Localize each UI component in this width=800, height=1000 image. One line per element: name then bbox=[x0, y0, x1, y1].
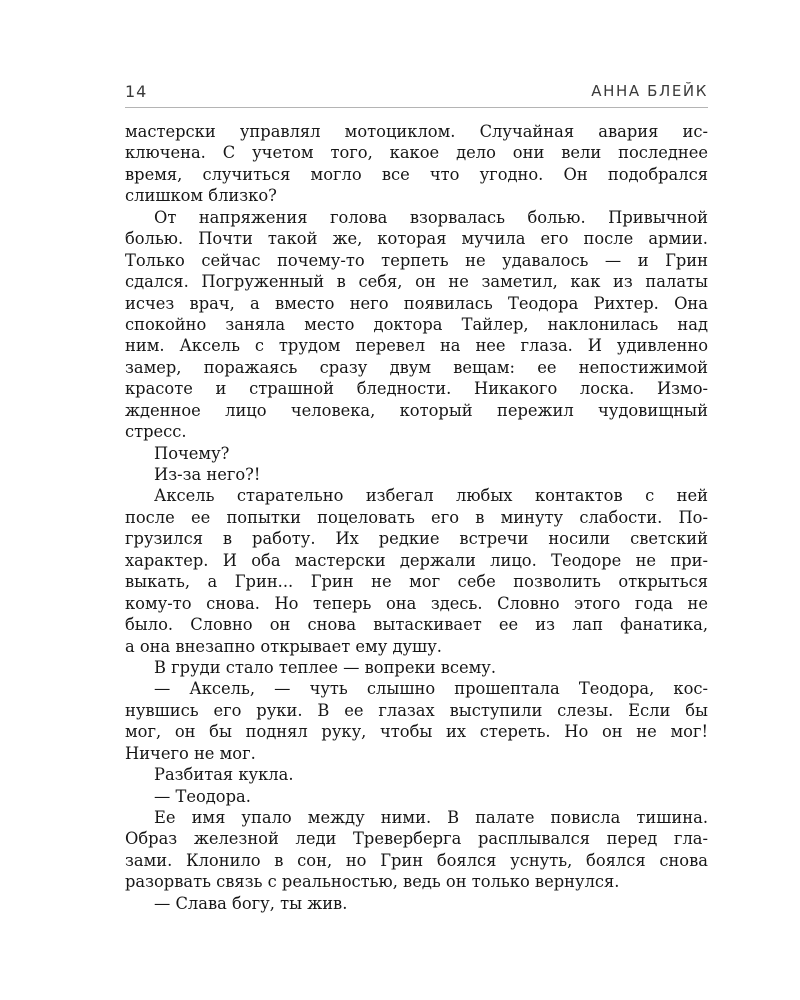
body-text bbox=[125, 121, 708, 914]
text-line: болью. Почти такой же, которая мучила его после армии. bbox=[125, 229, 708, 249]
text-line: Почему? bbox=[154, 443, 230, 463]
text-line: В груди стало теплее — вопреки всему. bbox=[154, 657, 497, 677]
text-line: Аксель старательно избегал любых контактов с ней bbox=[154, 486, 708, 506]
running-head-author: АННА БЛЕЙК bbox=[591, 82, 708, 100]
text-line: — Теодора. bbox=[154, 786, 251, 806]
text-line: жденное лицо человека, который пережил чудовищный bbox=[125, 400, 708, 420]
text-line: спокойно заняла место доктора Тайлер, наклонилась над bbox=[125, 314, 708, 334]
text-line: зами. Клонило в сон, но Грин боялся уснуть, боялся снова bbox=[125, 850, 708, 870]
page-header bbox=[125, 82, 708, 104]
text-line: Разбитая кукла. bbox=[154, 765, 294, 785]
text-line: Образ железной леди Треверберга расплывался перед гла- bbox=[125, 829, 708, 849]
text-line: исчез врач, а вместо него появилась Теодора Рихтер. Она bbox=[125, 293, 708, 313]
text-line: Только сейчас почему-то терпеть не удавалось — и Грин bbox=[125, 250, 708, 270]
header-divider bbox=[125, 107, 708, 108]
text-line: нувшись его руки. В ее глазах выступили слезы. Если бы bbox=[125, 700, 708, 720]
text-line: ключена. С учетом того, какое дело они вели последнее bbox=[125, 143, 708, 163]
text-line: Ничего не мог. bbox=[125, 743, 256, 763]
text-line: а она внезапно открывает ему душу. bbox=[125, 636, 442, 656]
text-line: выкать, а Грин... Грин не мог себе позволить открыться bbox=[125, 572, 708, 592]
text-line: время, случиться могло все что угодно. Он подобрался bbox=[125, 164, 708, 184]
text-line: было. Словно он снова вытаскивает ее из лап фанатика, bbox=[125, 615, 708, 635]
text-line: Ее имя упало между ними. В палате повисла тишина. bbox=[154, 808, 708, 827]
text-line: стресс. bbox=[125, 422, 187, 442]
text-line: красоте и страшной бледности. Никакого лоска. Измо- bbox=[125, 379, 708, 399]
text-line: Из-за него?! bbox=[154, 465, 261, 484]
text-line: грузился в работу. Их редкие встречи носили светский bbox=[125, 529, 708, 549]
text-line: — Аксель, — чуть слышно прошептала Теодора, кос- bbox=[154, 679, 708, 699]
text-line: замер, поражаясь сразу двум вещам: ее непостижимой bbox=[125, 357, 708, 377]
text-line: после ее попытки поцеловать его в минуту слабости. По- bbox=[125, 507, 708, 527]
text-line: характер. И оба мастерски держали лицо. Теодоре не при- bbox=[125, 550, 708, 570]
page-number: 14 bbox=[125, 82, 148, 101]
text-line: — Слава богу, ты жив. bbox=[154, 893, 348, 913]
text-line: мастерски управлял мотоциклом. Случайная авария ис- bbox=[125, 122, 708, 141]
text-line: сдался. Погруженный в себя, он не заметил, как из палаты bbox=[125, 272, 708, 292]
text-line: ним. Аксель с трудом перевел на нее глаза. И удивленно bbox=[125, 336, 708, 356]
text-line: кому-то снова. Но теперь она здесь. Словно этого года не bbox=[125, 593, 708, 613]
text-line: слишком близко? bbox=[125, 186, 277, 206]
text-line: разорвать связь с реальностью, ведь он только вернулся. bbox=[125, 872, 620, 892]
text-line: мог, он бы поднял руку, чтобы их стереть. Но он не мог! bbox=[125, 722, 708, 742]
text-line: От напряжения голова взорвалась болью. Привычной bbox=[154, 207, 708, 227]
